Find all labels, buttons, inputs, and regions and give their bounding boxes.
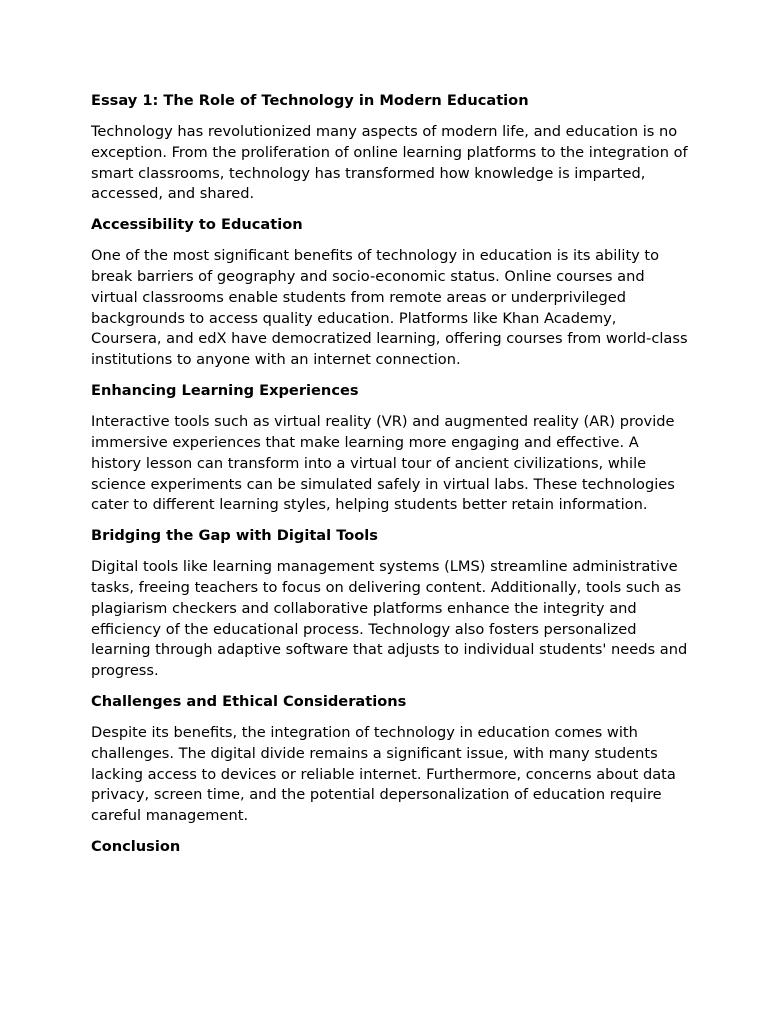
section-heading-conclusion: Conclusion bbox=[91, 838, 181, 856]
document-page bbox=[91, 91, 691, 868]
section-heading-learning-experiences: Enhancing Learning Experiences bbox=[91, 382, 359, 400]
section-heading-digital-tools: Bridging the Gap with Digital Tools bbox=[91, 527, 378, 545]
section-body-accessibility: One of the most significant benefits of technology in education is its ability to break barriers of geography and socio-economic status. Online courses and virtual classrooms enable students from remote areas or underprivileged backgrounds to access quality education. Platforms like Khan Academy, Coursera, and edX have democratized learning, offering courses from world-class institutions to anyone with an internet connection. bbox=[91, 247, 688, 369]
section-heading-accessibility: Accessibility to Education bbox=[91, 216, 303, 234]
section-body-learning-experiences: Interactive tools such as virtual reality (VR) and augmented reality (AR) provide immersive experiences that make learning more engaging and effective. A history lesson can transform into a virtual tour of ancient civilizations, while science experiments can be simulated safely in virtual labs. These technologies cater to different learning styles, helping students better retain information. bbox=[91, 412, 675, 514]
essay-title: Essay 1: The Role of Technology in Modern Education bbox=[91, 92, 529, 109]
section-heading-challenges: Challenges and Ethical Considerations bbox=[91, 693, 407, 711]
intro-paragraph: Technology has revolutionized many aspects of modern life, and education is no exception. From the proliferation of online learning platforms to the integration of smart classrooms, technology has transformed how knowledge is imparted, accessed, and shared. bbox=[91, 122, 688, 203]
section-body-challenges: Despite its benefits, the integration of technology in education comes with challenges. The digital divide remains a significant issue, with many students lacking access to devices or reliable internet. Furthermore, concerns about data privacy, screen time, and the potential depersonalization of education require careful management. bbox=[91, 723, 676, 825]
section-body-digital-tools: Digital tools like learning management systems (LMS) streamline administrative tasks, freeing teachers to focus on delivering content. Additionally, tools such as plagiarism checkers and collaborative platforms enhance the integrity and efficiency of the educational process. Technology also fosters personalized learning through adaptive software that adjusts to individual students' needs and progress. bbox=[91, 558, 688, 680]
